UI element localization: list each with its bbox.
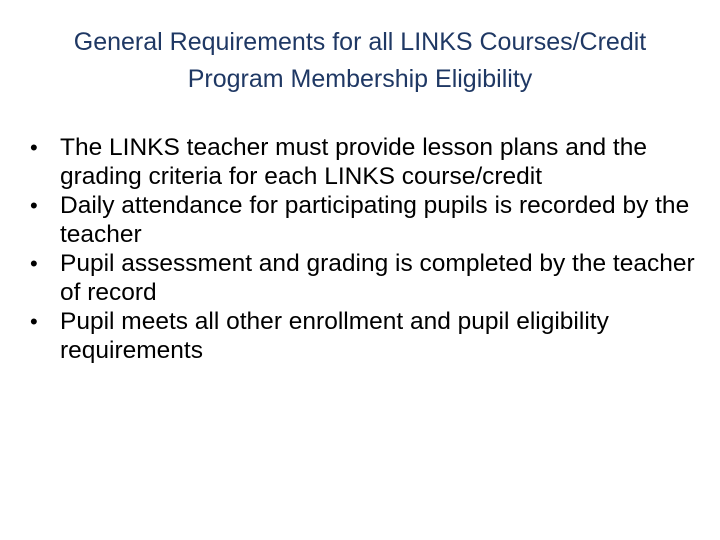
- bullet-text: Pupil assessment and grading is completed by the teacher of record: [60, 250, 695, 306]
- bullet-dot-icon: •: [30, 135, 38, 160]
- bullet-item-assessment: [30, 249, 700, 307]
- bullet-dot-icon: •: [30, 309, 38, 334]
- bullet-text: The LINKS teacher must provide lesson plans and the grading criteria for each LINKS course/credit: [60, 134, 647, 190]
- bullet-dot-icon: •: [30, 193, 38, 218]
- bullet-text: Pupil meets all other enrollment and pupil eligibility requirements: [60, 308, 609, 364]
- bullet-item-eligibility: [30, 307, 700, 365]
- bullet-item-lesson-plans: [30, 133, 700, 191]
- bullet-text: Daily attendance for participating pupils is recorded by the teacher: [60, 192, 690, 248]
- title-line-1: General Requirements for all LINKS Courses/Credit: [73, 28, 647, 56]
- title-line-2: Program Membership Eligibility: [187, 65, 533, 93]
- slide-title: [40, 24, 680, 98]
- bullet-item-attendance: [30, 191, 700, 249]
- bullet-dot-icon: •: [30, 251, 38, 276]
- bullet-list: [30, 133, 700, 365]
